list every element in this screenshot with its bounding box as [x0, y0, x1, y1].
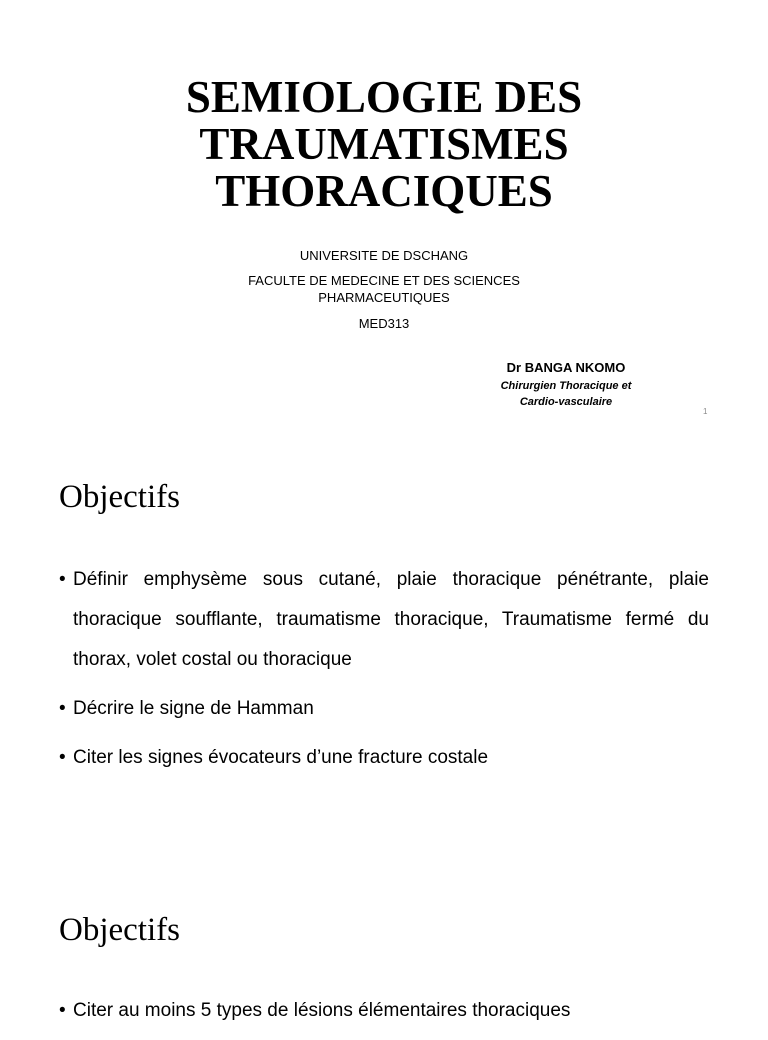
page-number: 1 — [703, 407, 708, 416]
bullet-icon: • — [59, 698, 66, 719]
faculty-name-line-1: FACULTE DE MEDECINE ET DES SCIENCES — [248, 273, 520, 288]
list-item — [59, 689, 709, 729]
bullet-icon: • — [59, 1000, 66, 1021]
course-code: MED313 — [358, 316, 410, 331]
list-item — [59, 991, 709, 1031]
bullet-text: Citer les signes évocateurs d’une fracture costale — [73, 747, 489, 768]
title-line: SEMIOLOGIE DES — [185, 72, 583, 122]
list-item — [59, 738, 709, 778]
bullet-text: Citer au moins 5 types de lésions élémentaires thoraciques — [73, 1000, 571, 1021]
author-role-line: Chirurgien Thoracique et — [500, 380, 632, 392]
title-line: TRAUMATISMES — [199, 119, 569, 169]
bullet-text: Décrire le signe de Hamman — [73, 698, 314, 719]
bullet-icon: • — [59, 569, 66, 590]
author-role-line: Cardio-vasculaire — [519, 396, 613, 408]
bullet-icon: • — [59, 747, 66, 768]
bullet-text: Définir emphysème sous cutané, plaie thoracique pénétrante, plaie thoracique soufflante, traumatisme thoracique, Traumatisme fermé du thorax, volet costal ou thoracique — [73, 569, 709, 670]
slide-title — [0, 74, 768, 215]
university-name: UNIVERSITE DE DSCHANG — [299, 248, 469, 263]
author-name: Dr BANGA NKOMO — [506, 360, 626, 375]
author-role — [466, 378, 666, 410]
slide-heading: Objectifs — [59, 479, 180, 515]
objectives-list — [59, 991, 709, 1040]
faculty-name-line-2: PHARMACEUTIQUES — [318, 290, 450, 305]
slide-heading: Objectifs — [59, 912, 180, 948]
objectives-list — [59, 560, 709, 787]
title-line: THORACIQUES — [215, 166, 553, 216]
list-item — [59, 560, 709, 680]
